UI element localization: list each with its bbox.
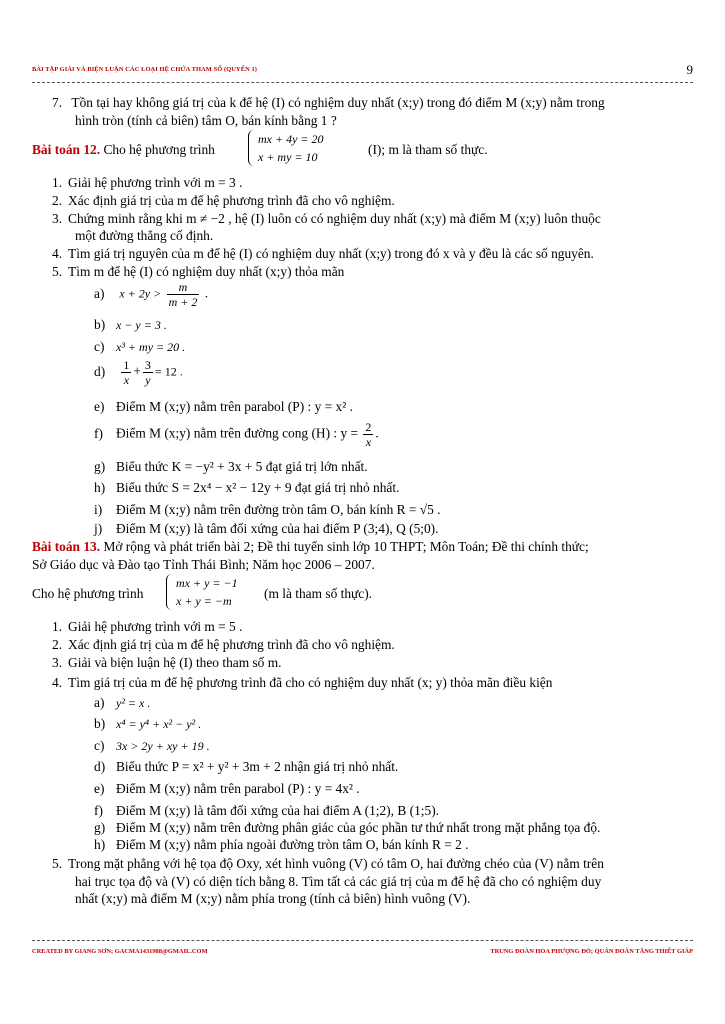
subitem-label: g) — [94, 459, 106, 474]
item-number: 7. — [52, 95, 63, 110]
fraction: $\frac{1}{x}$ — [123, 358, 130, 387]
subitem-text: Biểu thức P = x² + y² + 3m + 2 nhận giá trị nhỏ nhất. — [116, 759, 399, 774]
item-number: 4. — [52, 246, 63, 261]
equation-2: x + my = 10 — [258, 150, 318, 164]
subitem-label: j) — [94, 521, 103, 536]
subitem-label: b) — [94, 716, 106, 731]
subitem-label: g) — [94, 820, 106, 835]
subitem-label: f) — [94, 803, 103, 818]
subitem-expr: = 12 . — [154, 364, 183, 379]
fraction: $\frac{3}{y}$ — [144, 358, 151, 387]
problem-intro: Cho hệ phương trình — [103, 142, 215, 157]
item-number: 1. — [52, 619, 63, 634]
equation-2: x + y = −m — [176, 594, 232, 608]
brace-icon — [248, 130, 257, 166]
subitem-i — [94, 501, 441, 519]
subitem-label: f) — [94, 425, 103, 441]
footer-author: CREATED BY GIANG SƠN; GACMA1431988@GMAIL.COM — [32, 948, 208, 955]
fraction: $\frac{2}{x}$ — [365, 420, 372, 449]
problem-text: Mở rộng và phát triển bài 2; Đề thi tuyển sinh lớp 10 THPT; Môn Toán; Đề thi chính thức; — [103, 539, 589, 554]
item-text-cont: một đường thẳng cố định. — [75, 228, 214, 243]
item-text-cont: hình tròn (tính cả biên) tâm O, bán kính bằng 1 ? — [75, 113, 337, 128]
subitem-label: e) — [94, 781, 105, 796]
equation-1: mx + y = −1 — [176, 576, 238, 590]
subitem-b — [94, 316, 167, 335]
subitem-g — [94, 458, 368, 476]
item-number: 3. — [52, 655, 63, 670]
problem-title: Bài toán 13. — [32, 539, 101, 554]
subitem-label: c) — [94, 738, 105, 753]
subitem-f — [94, 420, 379, 449]
item-text: Giải hệ phương trình với m = 3 . — [68, 175, 243, 190]
subitem-label: i) — [94, 502, 103, 517]
item-number: 5. — [52, 856, 63, 871]
subitem-label: d) — [94, 759, 106, 774]
subitem-h — [94, 836, 469, 854]
item-text: Giải hệ phương trình với m = 5 . — [68, 619, 243, 634]
subitem-text: Biểu thức K = −y² + 3x + 5 đạt giá trị lớn nhất. — [116, 459, 368, 474]
subitem-d — [94, 758, 398, 776]
item-text: Xác định giá trị của m để hệ phương trình đã cho vô nghiệm. — [68, 637, 395, 652]
subitem-label: c) — [94, 339, 105, 354]
subitem-label: d) — [94, 363, 106, 379]
item-text: Chứng minh rằng khi m ≠ −2 , hệ (I) luôn có có nghiệm duy nhất (x;y) mà điểm M (x;y) luôn thuộc — [68, 211, 601, 226]
header-title: BÀI TẬP GIẢI VÀ BIỆN LUẬN CÁC LOẠI HỆ CHỨA THAM SỐ (QUYỂN 1) — [32, 66, 258, 73]
subitem-text: Điểm M (x;y) nằm trên đường cong (H) : y = — [116, 425, 359, 441]
item-text: Tìm giá trị của m để hệ phương trình đã cho có nghiệm duy nhất (x; y) thỏa mãn điều kiện — [68, 675, 553, 690]
item-number: 2. — [52, 637, 63, 652]
subitem-e — [94, 780, 360, 798]
plus-sign: + — [133, 363, 141, 379]
item-text: Tìm giá trị nguyên của m để hệ (I) có nghiệm duy nhất (x;y) trong đó x và y đều là các số nguyên. — [68, 246, 594, 261]
equation-system — [166, 574, 238, 610]
item-text: Giải và biện luận hệ (I) theo tham số m. — [68, 655, 282, 670]
system-note: (I); m là tham số thực. — [368, 142, 488, 157]
subitem-expr: x + 2y > — [119, 286, 162, 301]
item-number: 4. — [52, 675, 63, 690]
subitem-text: Điểm M (x;y) nằm trên parabol (P) : y = 4x² . — [116, 781, 360, 796]
system-note: (m là tham số thực). — [264, 586, 373, 601]
subitem-label: h) — [94, 480, 106, 495]
item-text: Trong mặt phẳng với hệ tọa độ Oxy, xét hình vuông (V) có tâm O, hai đường chéo của (V) nằm trên — [68, 856, 604, 871]
subitem-h — [94, 479, 399, 497]
equation-1: mx + 4y = 20 — [258, 132, 324, 146]
subitem-c — [94, 338, 185, 357]
page-number: 9 — [686, 62, 693, 77]
subitem-c — [94, 737, 210, 756]
subitem-a — [94, 280, 208, 309]
item-text-cont: hai trục tọa độ và (V) có diện tích bằng 8. Tìm tất cả các giá trị của m để hệ đã cho có nghiệm duy — [75, 874, 602, 889]
subitem-e — [94, 398, 353, 416]
subitem-text: 3x > 2y + xy + 19 . — [116, 739, 210, 753]
period: . — [375, 425, 379, 441]
page-header — [32, 64, 693, 78]
subitem-expr: x³ + my = 20 . — [116, 340, 186, 354]
period: . — [204, 285, 209, 301]
subitem-label: e) — [94, 399, 105, 414]
subitem-text: Điểm M (x;y) nằm trên đường phân giác của góc phần tư thứ nhất trong mặt phẳng tọa độ. — [116, 820, 601, 835]
subitem-f — [94, 802, 439, 820]
fraction: $\frac{m}{m + 2}$ — [168, 280, 198, 309]
subitem-label: a) — [94, 695, 105, 710]
item-number: 1. — [52, 175, 63, 190]
subitem-text: Điểm M (x;y) nằm trên đường tròn tâm O, bán kính R = √5 . — [116, 502, 441, 517]
subitem-label: h) — [94, 837, 106, 852]
subitem-label: b) — [94, 317, 106, 332]
subitem-expr: x − y = 3 . — [116, 318, 167, 332]
subitem-text: Điểm M (x;y) nằm trên parabol (P) : y = x² . — [116, 399, 353, 414]
subitem-text: Biểu thức S = 2x⁴ − x² − 12y + 9 đạt giá trị nhỏ nhất. — [116, 480, 400, 495]
footer-affiliation: TRUNG ĐOÀN HOA PHƯỢNG ĐỎ; QUÂN ĐOÀN TĂNG THIẾT GIÁP — [490, 948, 693, 955]
item-text: Tìm m để hệ (I) có nghiệm duy nhất (x;y) thỏa mãn — [68, 264, 345, 279]
header-rule — [32, 82, 693, 83]
brace-icon — [166, 574, 175, 610]
problem-intro: Cho hệ phương trình — [32, 586, 144, 601]
item-number: 5. — [52, 264, 63, 279]
subitem-text: Điểm M (x;y) nằm phía ngoài đường tròn tâm O, bán kính R = 2 . — [116, 837, 469, 852]
subitem-a — [94, 694, 150, 713]
subitem-text: Điểm M (x;y) là tâm đối xứng của hai điểm P (3;4), Q (5;0). — [116, 521, 439, 536]
item-number: 3. — [52, 211, 63, 226]
problem-text-cont: Sở Giáo dục và Đào tạo Tỉnh Thái Bình; Năm học 2006 – 2007. — [32, 557, 375, 572]
subitem-label: a) — [94, 285, 105, 301]
problem-13-system — [32, 574, 693, 614]
subitem-text: Điểm M (x;y) là tâm đối xứng của hai điểm A (1;2), B (1;5). — [116, 803, 439, 818]
item-text-cont: nhất (x;y) mà điểm M (x;y) nằm phía trong (tính cả biên) hình vuông (V). — [75, 891, 471, 906]
subitem-g — [94, 819, 693, 837]
item-text: Tồn tại hay không giá trị của k để hệ (I) có nghiệm duy nhất (x;y) trong đó điểm M (x;y) nằm trong — [71, 95, 605, 110]
item-number: 2. — [52, 193, 63, 208]
footer-rule — [32, 940, 693, 941]
problem-12-heading — [32, 130, 693, 172]
subitem-d — [94, 358, 183, 387]
problem-title: Bài toán 12. — [32, 142, 101, 157]
subitem-text: y² = x . — [116, 696, 151, 710]
subitem-b — [94, 715, 201, 734]
equation-system — [248, 130, 324, 166]
item-text: Xác định giá trị của m để hệ phương trình đã cho vô nghiệm. — [68, 193, 395, 208]
subitem-j — [94, 520, 439, 538]
subitem-text: x⁴ = y⁴ + x² − y² . — [116, 717, 202, 731]
